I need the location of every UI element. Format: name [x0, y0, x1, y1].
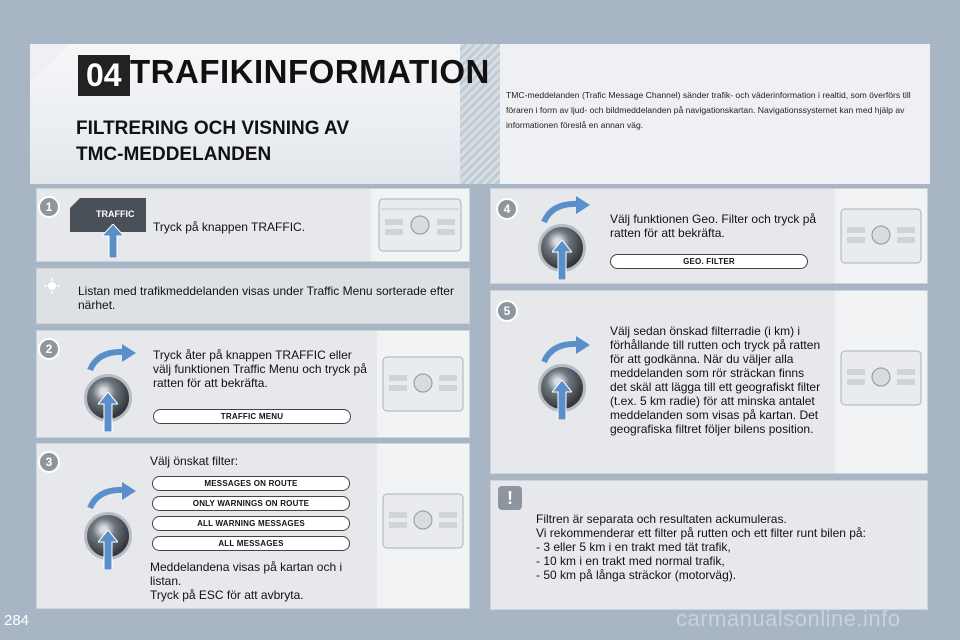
filter-pill-all-warning-messages: ALL WARNING MESSAGES	[152, 516, 350, 531]
tip-text: Listan med trafikmeddelanden visas under Traffic Menu sorterade efter närhet.	[78, 284, 454, 312]
chapter-title: TRAFIKINFORMATION	[130, 53, 490, 90]
radio-illustration	[835, 291, 927, 473]
step-3-footer-line1: Meddelandena visas på kartan och i listan.	[150, 560, 343, 588]
warning-item-2: - 10 km i en trakt med normal trafik,	[536, 554, 725, 568]
lightbulb-icon	[44, 278, 60, 294]
step-3-text: Välj önskat filter:	[150, 454, 239, 468]
warning-line2: Vi rekommenderar ett filter på rutten och ett filter runt bilen på:	[536, 526, 866, 540]
step-2-text: Tryck åter på knappen TRAFFIC eller välj funktionen Traffic Menu och tryck på ratten för att bekräfta.	[153, 348, 367, 390]
radio-illustration	[835, 189, 927, 283]
press-arrow-icon	[552, 380, 572, 420]
press-arrow-icon	[98, 530, 118, 570]
step-4-text: Välj funktionen Geo. Filter och tryck på ratten för att bekräfta.	[610, 212, 817, 240]
filter-pill-only-warnings-on-route: ONLY WARNINGS ON ROUTE	[152, 496, 350, 511]
section-title-line2: TMC-MEDDELANDEN	[76, 144, 272, 165]
step-3-badge: 3	[38, 451, 60, 473]
warning-text	[536, 512, 922, 582]
rotary-knob-illustration	[78, 482, 142, 572]
press-arrow-icon	[102, 224, 124, 258]
section-title	[76, 116, 456, 168]
radio-illustration	[371, 189, 469, 261]
turn-arrow-icon	[86, 482, 138, 510]
turn-arrow-icon	[86, 344, 138, 372]
radio-illustration	[377, 444, 469, 608]
step-3-footer-line2: Tryck på ESC för att avbryta.	[150, 588, 304, 602]
step-3-footer	[150, 560, 360, 602]
rotary-knob-illustration	[532, 336, 596, 422]
warning-item-3: - 50 km på långa sträckor (motorväg).	[536, 568, 737, 582]
intro-text: TMC-meddelanden (Trafic Message Channel) sänder trafik- och väderinformation i realtid, som överförs till föraren i form av ljud- och bildmeddelanden på navigationskartan. Navigationssystemet kan med hjälp av informationen föreslå en annan väg.	[506, 90, 911, 130]
filter-pill-messages-on-route: MESSAGES ON ROUTE	[152, 476, 350, 491]
radio-unit-icon	[835, 189, 927, 283]
chapter-number: 04	[78, 55, 130, 96]
page-number: 284	[4, 612, 30, 629]
step-1-badge: 1	[38, 196, 60, 218]
traffic-button-label: TRAFFIC	[96, 209, 135, 219]
step-2-badge: 2	[38, 338, 60, 360]
rotary-knob-illustration	[532, 196, 596, 282]
warning-line1: Filtren är separata och resultaten ackumuleras.	[536, 512, 787, 526]
step-5-text: Välj sedan önskad filterradie (i km) i förhållande till rutten och tryck på ratten för att godkänna. När du väljer alla meddelanden som rör sträckan finns det skäl att lägga till ett geografiskt filter (t.ex. 5 km radie) för att minska antalet meddelanden som visas på kartan. Det geografiska filtret följer bilens position.	[610, 324, 821, 436]
step-5-badge: 5	[496, 300, 518, 322]
watermark: carmanualsonline.info	[676, 606, 901, 631]
filter-pill-all-messages: ALL MESSAGES	[152, 536, 350, 551]
geo-filter-pill: GEO. FILTER	[610, 254, 808, 269]
radio-unit-icon	[377, 444, 469, 608]
press-arrow-icon	[552, 240, 572, 280]
warning-icon: !	[498, 486, 522, 510]
section-title-line1: FILTRERING OCH VISNING AV	[76, 118, 350, 139]
press-arrow-icon	[98, 392, 118, 432]
radio-unit-icon	[377, 331, 469, 437]
radio-illustration	[377, 331, 469, 437]
turn-arrow-icon	[540, 196, 592, 224]
turn-arrow-icon	[540, 336, 592, 364]
radio-unit-icon	[371, 189, 469, 261]
step-4-badge: 4	[496, 198, 518, 220]
rotary-knob-illustration	[78, 344, 142, 434]
step-1-text: Tryck på knappen TRAFFIC.	[153, 220, 306, 234]
warning-item-1: - 3 eller 5 km i en trakt med tät trafik,	[536, 540, 731, 554]
traffic-menu-pill: TRAFFIC MENU	[153, 409, 351, 424]
radio-unit-icon	[835, 291, 927, 473]
